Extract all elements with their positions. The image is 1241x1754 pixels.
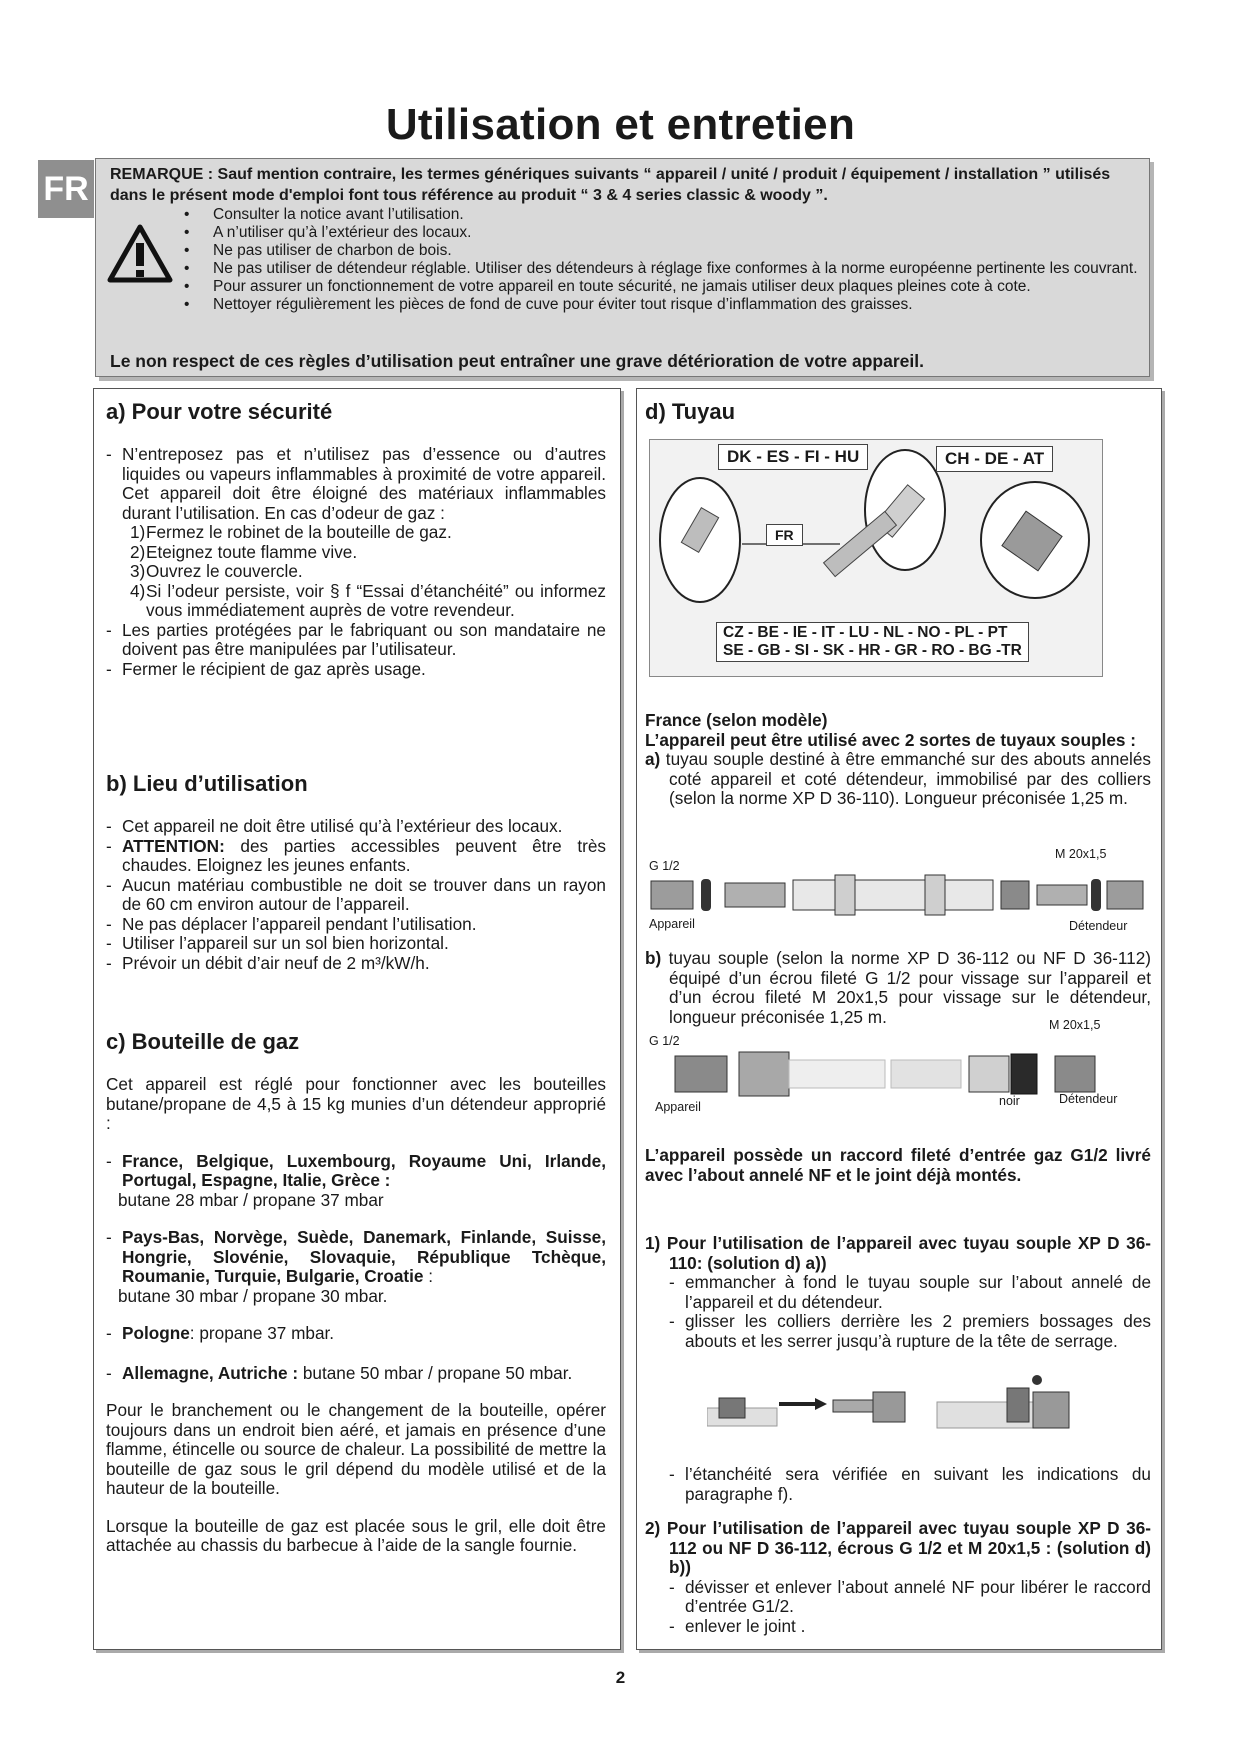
raccord-note: L’appareil possède un raccord fileté d’entrée gaz G1/2 livré avec l’about annelé NF et le joint déjà montés. xyxy=(645,1145,1151,1185)
remark-footer: Le non respect de ces règles d’utilisation peut entraîner une grave détérioration de votre appareil. xyxy=(110,351,924,371)
language-tab: FR xyxy=(38,160,94,218)
location-item: - Prévoir un débit d’air neuf de 2 m³/kW/h. xyxy=(106,954,606,974)
country-group: - France, Belgique, Luxembourg, Royaume Uni, Irlande, Portugal, Espagne, Italie, Grèce : xyxy=(106,1152,606,1191)
remark-item: • Nettoyer régulièrement les pièces de fond de cuve pour éviter tout risque d’inflammation des graisses. xyxy=(178,296,1138,314)
section-c-title: c) Bouteille de gaz xyxy=(106,1029,300,1054)
m20-label: M 20x1,5 xyxy=(1049,1018,1101,1032)
safety-step: 4) Si l’odeur persiste, voir § f “Essai d’étanchéité” ou informez vous immédiatement auprès de votre revendeur. xyxy=(130,580,606,620)
safety-step: 2) Eteignez toute flamme vive. xyxy=(130,541,358,562)
safety-paragraph: - Fermer le récipient de gaz après usage. xyxy=(106,660,606,680)
connection-paragraph: Pour le branchement ou le changement de la bouteille, opérer toujours dans un endroit bien aéré, et jamais en présence d’une flamme, étincelle ou source de chaleur. La possibilité de mettre la bouteille de gaz sous le gril dépend du modèle utilisé et de la hauteur de la bouteille. xyxy=(106,1400,606,1498)
solution-1 xyxy=(645,1234,1151,1351)
solution-2 xyxy=(645,1519,1151,1636)
france-block xyxy=(645,711,1151,809)
solution-1-step: - emmancher à fond le tuyau souple sur l’about annelé de l’appareil et du détendeur. xyxy=(669,1273,1151,1312)
warning-icon xyxy=(106,223,174,285)
section-b-title: b) Lieu d’utilisation xyxy=(106,771,308,796)
section-a-body xyxy=(106,445,606,679)
connection-paragraph: Lorsque la bouteille de gaz est placée sous le gril, elle doit être attachée au chassis du barbecue à l’aide de la sangle fournie. xyxy=(106,1515,606,1555)
safety-paragraph: - N’entreposez pas et n’utilisez pas d’essence ou d’autres liquides ou vapeurs inflammables à proximité de votre appareil. Cet appareil doit être éloigné des matériaux inflammables durant l’utilisation. En cas d’odeur de gaz : xyxy=(106,445,606,523)
safety-step: 3) Ouvrez le couvercle. xyxy=(130,561,303,581)
france-title: France (selon modèle) xyxy=(645,710,828,730)
remark-item: • Pour assurer un fonctionnement de votre appareil en toute sécurité, ne jamais utiliser deux plaques pleines cote à cote. xyxy=(178,278,1138,296)
appareil-label: Appareil xyxy=(649,917,695,931)
country-group: - Pologne: propane 37 mbar. xyxy=(106,1324,606,1344)
solution-2-step: - dévisser et enlever l’about annelé NF pour libérer le raccord d’entrée G1/2. xyxy=(669,1578,1151,1617)
france-subtitle: L’appareil peut être utilisé avec 2 sortes de tuyaux souples : xyxy=(645,729,1136,750)
detendeur-label: Détendeur xyxy=(1059,1092,1118,1106)
section-a-title: a) Pour votre sécurité xyxy=(106,399,333,424)
raccord-block xyxy=(645,1146,1151,1185)
section-b-body xyxy=(106,817,606,973)
region-label-cz: CZ - BE - IE - IT - LU - NL - NO - PL - PT SE - GB - SI - SK - HR - GR - RO - BG -TR xyxy=(716,622,1029,662)
hose-figure-a xyxy=(645,847,1151,933)
remark-box xyxy=(95,158,1150,377)
left-column xyxy=(93,388,621,1650)
country-group: - Pays-Bas, Norvège, Suède, Danemark, Finlande, Suisse, Hongrie, Slovénie, Slovaquie, République Tchèque, Roumanie, Turquie, Bulgarie, Croatie : xyxy=(106,1228,606,1287)
section-c-body xyxy=(106,1075,606,1556)
country-group: - Allemagne, Autriche : butane 50 mbar / propane 50 mbar. xyxy=(106,1364,606,1384)
detendeur-label: Détendeur xyxy=(1069,919,1128,933)
solution-1-step: - glisser les colliers derrière les 2 premiers bossages des abouts et les serrer jusqu’à rupture de la tête de serrage. xyxy=(669,1312,1151,1351)
g12-label: G 1/2 xyxy=(649,859,680,873)
m20-label: M 20x1,5 xyxy=(1055,847,1107,861)
connector-figure xyxy=(649,439,1103,677)
region-label-dk: DK - ES - FI - HU xyxy=(718,444,868,470)
solution-1-title: 1) Pour l’utilisation de l’appareil avec tuyau souple XP D 36-110: (solution d) a)) xyxy=(645,1233,1151,1273)
solution-1-step: - l’étanchéité sera vérifiée en suivant les indications du paragraphe f). xyxy=(669,1465,1151,1504)
solution-2-title: 2) Pour l’utilisation de l’appareil avec tuyau souple XP D 36-112 ou NF D 36-112, écrous G 1/2 et M 20x1,5 : (solution d) b)) xyxy=(645,1518,1151,1577)
g12-label: G 1/2 xyxy=(649,1034,680,1048)
right-column xyxy=(636,388,1162,1650)
hose-figure-b xyxy=(645,1018,1151,1114)
safety-paragraph: - Les parties protégées par le fabriquant ou son mandataire ne doivent pas être manipulées par l’utilisateur. xyxy=(106,621,606,660)
remark-item: • Consulter la notice avant l’utilisation. xyxy=(178,206,1138,224)
remark-item: • Ne pas utiliser de charbon de bois. xyxy=(178,242,1138,260)
noir-label: noir xyxy=(999,1094,1020,1108)
location-item: - Ne pas déplacer l’appareil pendant l’utilisation. xyxy=(106,915,606,935)
page-number: 2 xyxy=(615,1668,626,1687)
hose-type-b-block xyxy=(645,949,1151,1027)
hose-type-a: a) tuyau souple destiné à être emmanché sur des abouts annelés coté appareil et coté détendeur, immobilisé par des colliers (selon la norme XP D 36-110). Longueur préconisée 1,25 m. xyxy=(645,749,1151,808)
appareil-label: Appareil xyxy=(655,1100,701,1114)
hose-type-b: b) tuyau souple (selon la norme XP D 36-112 ou NF D 36-112) équipé d’un écrou fileté G 1/2 pour vissage sur l’appareil et d’un écrou fileté M 20x1,5 pour vissage sur le détendeur, longueur préconisée 1,25 m. xyxy=(645,948,1151,1027)
location-item: - Cet appareil ne doit être utilisé qu’à l’extérieur des locaux. xyxy=(106,817,606,837)
remark-item: • A n’utiliser qu’à l’extérieur des locaux. xyxy=(178,224,1138,242)
remark-list xyxy=(178,206,1138,314)
region-label-fr: FR xyxy=(766,524,803,546)
section-d-title: d) Tuyau xyxy=(645,399,736,424)
location-item: - ATTENTION: des parties accessibles peuvent être très chaudes. Eloignez les jeunes enfants. xyxy=(106,837,606,876)
remark-item: • Ne pas utiliser de détendeur réglable. Utiliser des détendeurs à réglage fixe conformes à la norme européenne pertinente les couvrant. xyxy=(178,260,1138,278)
gas-intro: Cet appareil est réglé pour fonctionner avec les bouteilles butane/propane de 4,5 à 15 kg munies d’un détendeur approprié : xyxy=(106,1074,606,1133)
collar-illustration xyxy=(707,1374,1107,1444)
region-label-ch: CH - DE - AT xyxy=(936,446,1053,472)
location-item: - Utiliser l’appareil sur un sol bien horizontal. xyxy=(106,934,606,954)
remark-heading: REMARQUE : Sauf mention contraire, les termes génériques suivants “ appareil / unité / produit / équipement / installation ” utilisés dans le présent mode d'emploi font tous référence au produit “ 3 & 4 series classic & woody ”. xyxy=(110,166,1111,204)
page-title: Utilisation et entretien xyxy=(385,100,856,149)
safety-step: 1) Fermez le robinet de la bouteille de gaz. xyxy=(130,522,452,542)
solution-2-step: - enlever le joint . xyxy=(669,1617,1151,1637)
hose-b-illustration xyxy=(645,1050,1151,1098)
solution-1-check-block xyxy=(645,1465,1151,1504)
pressure-value: butane 30 mbar / propane 30 mbar. xyxy=(118,1285,388,1306)
pressure-value: butane 28 mbar / propane 37 mbar xyxy=(118,1189,384,1210)
location-item: - Aucun matériau combustible ne doit se trouver dans un rayon de 60 cm environ autour de l’appareil. xyxy=(106,876,606,915)
hose-a-illustration xyxy=(645,873,1151,917)
